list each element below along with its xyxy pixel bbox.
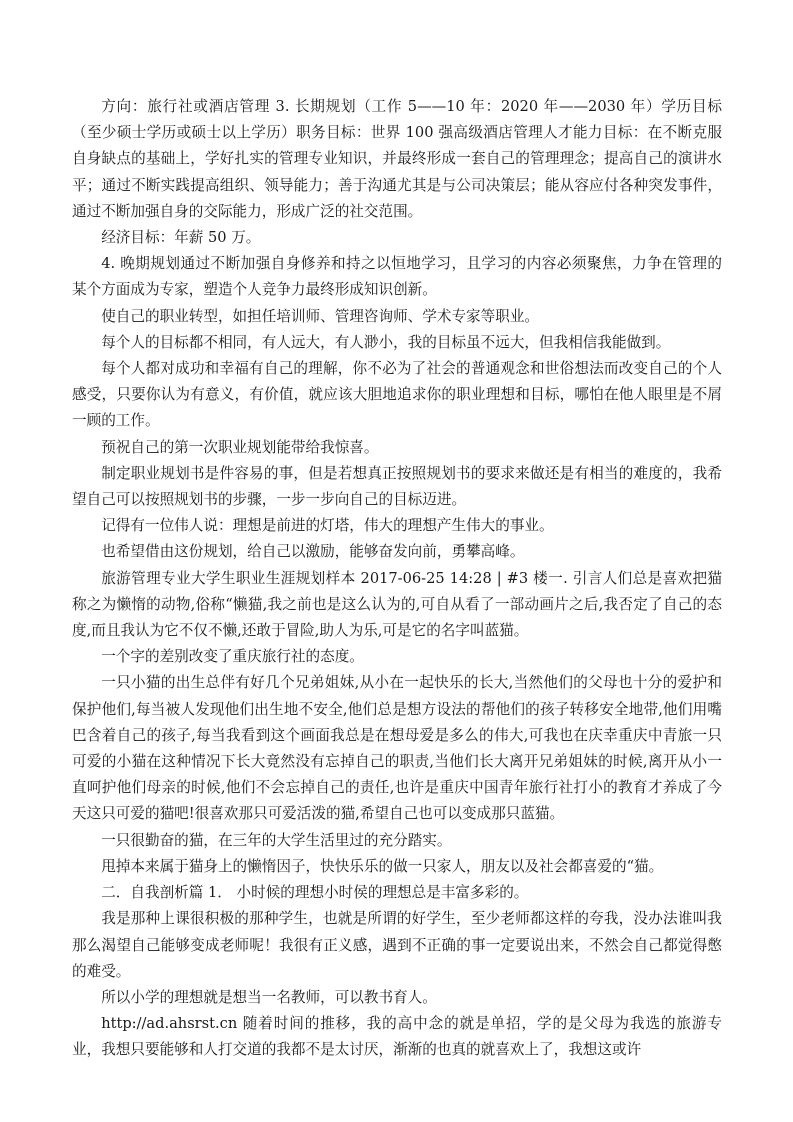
paragraph-long-term-plan: 方向：旅行社或酒店管理 3. 长期规划（工作 5——10 年：2020 年——2030 年）学历目标（至少硕士学历或硕士以上学历）职务目标：世界 100 强高级酒店管理人才能力目标：在不断克服自身缺点的基础上，学好扎实的管理专业知识，并最终形成一套自己的管理理念；提高自己的演讲水平；通过不断实践提高组织、领导能力；善于沟通尤其是与公司决策层；能从容应付各种突发事件，通过不断加强自身的交际能力，形成广泛的社交范围。	[72, 98, 722, 220]
paragraph-sample-intro: 旅游管理专业大学生职业生涯规划样本 2017-06-25 14:28 | #3 楼一. 引言人们总是喜欢把猫称之为懒惰的动物,俗称“懒猫,我之前也是这么认为的,可自从看了一部动画片之后,我否定了自己的态度,而且我认为它不仅不懒,还敢于冒险,助人为乐,可是它的名字叫蓝猫。	[72, 569, 722, 640]
paragraph-good-student: 我是那种上课很积极的那种学生，也就是所谓的好学生，至少老师都这样的夸我，没办法谁叫我那么渴望自己能够变成老师呢！我很有正义感，遇到不正确的事一定要说出来，不然会自己都觉得憋的难受。	[72, 910, 722, 980]
paragraph-late-plan: 4. 晚期规划通过不断加强自身修养和持之以恒地学习，且学习的内容必须聚焦，力争在管理的 某个方面成为专家，塑造个人竞争力最终形成知识创新。	[72, 255, 722, 299]
paragraph-plan-difficulty: 制定职业规划书是件容易的事，但是若想真正按照规划书的要求来做还是有相当的难度的，我希望自己可以按照规划书的步骤，一步一步向自己的目标迈进。	[72, 464, 722, 509]
paragraph-high-school: http://ad.ahsrst.cn 随着时间的推移，我的高中念的就是单招，学的是父母为我选的旅游专业，我想只要能够和人打交道的我都不是太讨厌，渐渐的也真的就喜欢上了，我想这或许	[72, 1015, 722, 1059]
paragraph-economic-goal: 经济目标：年薪 50 万。	[101, 229, 261, 247]
paragraph-teacher-dream: 所以小学的理想就是想当一名教师，可以教书育人。	[101, 988, 437, 1006]
paragraph-wish-surprise: 预祝自己的第一次职业规划能带给我惊喜。	[101, 438, 379, 456]
paragraph-encouragement: 也希望借由这份规划，给自己以激励，能够奋发向前，勇攀高峰。	[101, 543, 525, 561]
paragraph-great-quote: 记得有一位伟人说：理想是前进的灯塔，伟大的理想产生伟大的事业。	[101, 517, 554, 535]
paragraph-career-transition: 使自己的职业转型，如担任培训师、管理咨询师、学术专家等职业。	[101, 307, 540, 325]
paragraph-kitten-story: 一只小猫的出生总伴有好几个兄弟姐妹,从小在一起快乐的长大,当然他们的父母也十分的爱护和 保护他们,每当被人发现他们出生地不安全,他们总是想方设法的帮他们的孩子转移安全地带,他们用嘴巴含着自己的孩子,每当我看到这个画面我总是在想母爱是多么的伟大,可我也在庆幸重庆中青旅一只可爱的小猫在这种情况下长大竟然没有忘掉自己的职责,当他们长大离开兄弟姐妹的时候,离开从小一直呵护他们母亲的时候,他们不会忘掉自己的责任,也许是重庆中国青年旅行社打小的教育才养成了今天这只可爱的猫吧!很喜欢那只可爱活泼的猫,希望自己也可以变成那只蓝猫。	[72, 674, 722, 823]
paragraph-one-word-difference: 一个字的差别改变了重庆旅行社的态度。	[101, 648, 364, 666]
document-page	[72, 94, 722, 1064]
paragraph-goals-differ: 每个人的目标都不相同，有人远大，有人渺小，我的目标虽不远大，但我相信我能做到。	[101, 333, 671, 351]
paragraph-shed-laziness: 甩掉本来属于猫身上的懒惰因子，快快乐乐的做一只家人，朋友以及社会都喜爱的“猫。	[101, 857, 664, 875]
paragraph-self-analysis-heading: 二．自我剖析篇 1． 小时候的理想小时侯的理想总是丰富多彩的。	[101, 884, 529, 902]
paragraph-diligent-cat: 一只很勤奋的猫，在三年的大学生活里过的充分踏实。	[101, 831, 452, 849]
paragraph-success-happiness: 每个人都对成功和幸福有自己的理解，你不必为了社会的普通观念和世俗想法而改变自己的个人感受，只要你认为有意义，有价值，就应该大胆地追求你的职业理想和目标，哪怕在他人眼里是不屑一顾的工作。	[72, 360, 722, 430]
